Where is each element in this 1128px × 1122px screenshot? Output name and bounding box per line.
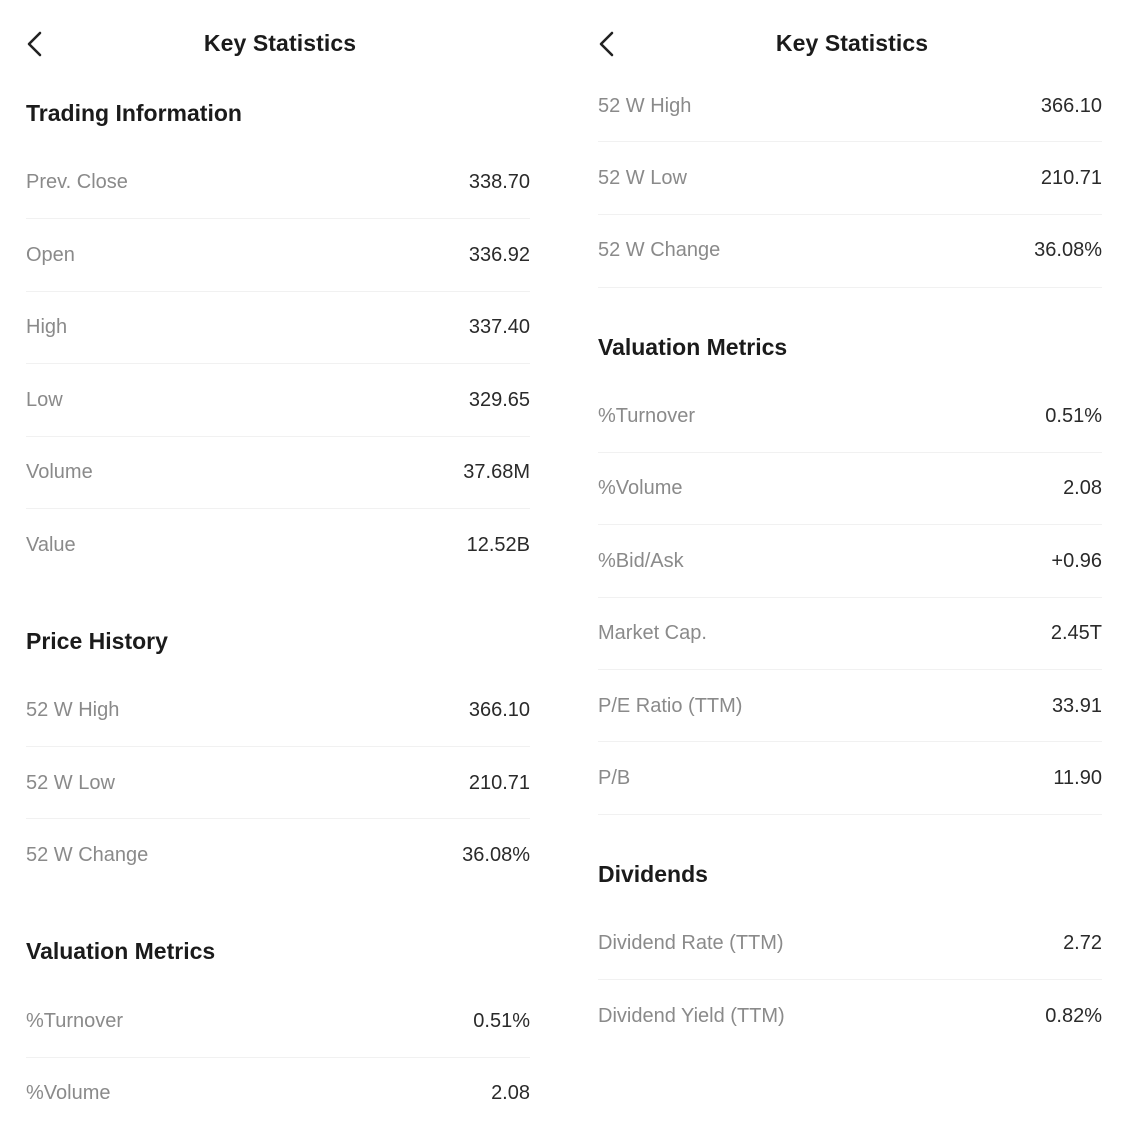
stat-label: %Turnover <box>598 404 696 427</box>
stat-row-turnover <box>26 985 530 1057</box>
stat-value: 2.45T <box>1050 621 1102 644</box>
stat-row-52w-change <box>598 214 1102 286</box>
row-divider <box>598 814 1102 815</box>
stat-label: 52 W High <box>598 94 692 117</box>
stat-label: 52 W Change <box>598 238 721 261</box>
stat-row-52w-high <box>26 674 530 746</box>
stat-row-open <box>26 219 530 291</box>
stat-label: %Bid/Ask <box>598 549 684 572</box>
stat-label: P/B <box>598 766 631 789</box>
stat-label: 52 W Change <box>26 843 149 866</box>
section-title-dividends: Dividends <box>598 861 708 887</box>
stat-label: Volume <box>26 460 93 483</box>
stat-value: 338.70 <box>468 170 530 193</box>
page-title: Key Statistics <box>203 30 357 56</box>
stat-value: 11.90 <box>1053 766 1102 789</box>
stat-label: 52 W Low <box>26 771 115 794</box>
stat-value: 329.65 <box>468 388 530 411</box>
stat-row-volume-pct <box>598 452 1102 524</box>
stat-label: %Turnover <box>26 1009 124 1032</box>
stat-row-52w-high <box>598 70 1102 142</box>
stat-value: 336.92 <box>468 243 530 266</box>
stat-label: Prev. Close <box>26 170 128 193</box>
key-statistics-screen-left <box>0 0 560 1122</box>
stat-value: 36.08% <box>1034 238 1102 261</box>
stat-value: 0.51% <box>473 1009 530 1032</box>
stat-row-dividend-yield <box>598 980 1102 1052</box>
stat-value: 36.08% <box>462 843 530 866</box>
stat-row-market-cap <box>598 597 1102 669</box>
stat-row-pb <box>598 742 1102 814</box>
stat-value: +0.96 <box>1051 549 1102 572</box>
stat-label: 52 W High <box>26 698 120 721</box>
stat-value: 12.52B <box>466 533 530 556</box>
section-title-valuation-metrics: Valuation Metrics <box>598 334 788 360</box>
section-title-price-history: Price History <box>26 628 168 654</box>
stat-label: Market Cap. <box>598 621 707 644</box>
stat-row-high <box>26 291 530 363</box>
stat-value: 33.91 <box>1051 694 1102 717</box>
page-title: Key Statistics <box>775 30 929 56</box>
stat-value: 366.10 <box>1040 94 1102 117</box>
stat-row-dividend-rate <box>598 907 1102 979</box>
stat-label: P/E Ratio (TTM) <box>598 694 743 717</box>
stat-value: 366.10 <box>468 698 530 721</box>
stat-label: %Volume <box>26 1081 111 1104</box>
stat-row-volume-pct <box>26 1057 530 1122</box>
stat-row-turnover <box>598 380 1102 452</box>
stat-row-52w-change <box>26 819 530 891</box>
stat-value: 210.71 <box>468 771 530 794</box>
stat-row-bid-ask <box>598 525 1102 597</box>
stat-value: 0.82% <box>1045 1004 1102 1027</box>
stat-row-pe-ratio <box>598 670 1102 742</box>
stat-value: 2.72 <box>1063 931 1102 954</box>
stat-value: 210.71 <box>1040 166 1102 189</box>
stat-row-52w-low <box>598 142 1102 214</box>
stat-label: 52 W Low <box>598 166 687 189</box>
stat-label: Dividend Rate (TTM) <box>598 931 784 954</box>
stat-label: %Volume <box>598 476 683 499</box>
stat-value: 0.51% <box>1045 404 1102 427</box>
stat-label: Dividend Yield (TTM) <box>598 1004 785 1027</box>
key-statistics-screen-right <box>572 0 1128 1122</box>
stat-value: 37.68M <box>463 460 530 483</box>
stat-row-value <box>26 509 530 581</box>
stat-row-52w-low <box>26 747 530 819</box>
stat-row-prev-close <box>26 146 530 218</box>
row-divider <box>598 287 1102 288</box>
stat-value: 337.40 <box>468 315 530 338</box>
stat-label: High <box>26 315 68 338</box>
stat-label: Low <box>26 388 63 411</box>
stat-value: 2.08 <box>491 1081 530 1104</box>
stat-row-volume <box>26 436 530 508</box>
stat-label: Open <box>26 243 75 266</box>
section-title-valuation-metrics: Valuation Metrics <box>26 938 216 964</box>
stat-row-low <box>26 364 530 436</box>
nav-header <box>0 0 560 90</box>
stat-label: Value <box>26 533 76 556</box>
section-title-trading-information: Trading Information <box>26 100 242 126</box>
stat-value: 2.08 <box>1063 476 1102 499</box>
